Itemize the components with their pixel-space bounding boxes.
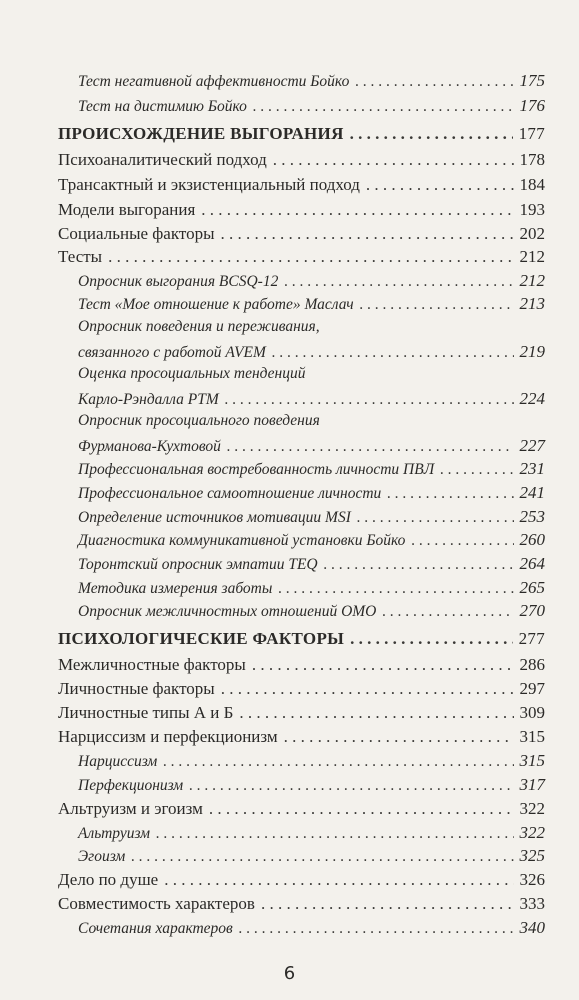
toc-entry bbox=[78, 554, 545, 578]
toc-entry-title: связанного с работой AVEM bbox=[78, 344, 266, 361]
toc-entry-title: Нарциссизм bbox=[78, 753, 158, 770]
toc-entry-title: Совместимость характеров bbox=[58, 894, 255, 913]
toc-entry-title: Тест негативной аффективности Бойко bbox=[78, 73, 350, 90]
toc-section-heading bbox=[58, 124, 545, 148]
dot-leader bbox=[273, 150, 514, 170]
toc-entry-page: 213 bbox=[519, 294, 545, 313]
toc-entry-page: 265 bbox=[519, 578, 545, 597]
toc-entry-title: Психоаналитический подход bbox=[58, 150, 267, 169]
toc-entry bbox=[78, 483, 545, 507]
toc-entry-title: Личностные типы А и Б bbox=[58, 703, 234, 722]
toc-entry-page: 178 bbox=[519, 150, 545, 169]
dot-leader bbox=[360, 296, 514, 314]
dot-leader bbox=[156, 825, 514, 843]
dot-leader bbox=[164, 870, 513, 890]
toc-entry-title: Перфекционизм bbox=[78, 777, 184, 794]
dot-leader bbox=[440, 461, 513, 479]
toc-entry-title-line: Опросник поведения и переживания, bbox=[78, 318, 320, 335]
toc-entry-title: Нарциссизм и перфекционизм bbox=[58, 727, 278, 746]
dot-leader bbox=[357, 509, 514, 527]
toc-entry bbox=[78, 436, 545, 460]
dot-leader bbox=[209, 799, 514, 819]
dot-leader bbox=[253, 98, 514, 116]
toc-entry-title: Торонтский опросник эмпатии TEQ bbox=[78, 556, 318, 573]
toc-entry bbox=[78, 578, 545, 602]
toc-entry bbox=[58, 247, 545, 271]
toc-entry bbox=[58, 150, 545, 174]
toc-entry-title: Альтруизм и эгоизм bbox=[58, 799, 203, 818]
toc-entry bbox=[78, 918, 545, 942]
toc-entry bbox=[58, 679, 545, 703]
toc-entry bbox=[78, 751, 545, 775]
toc-entry-title: Диагностика коммуникативной установки Бойко bbox=[78, 532, 406, 549]
toc-entry-page: 202 bbox=[519, 224, 545, 243]
toc-entry bbox=[78, 775, 545, 799]
toc-entry bbox=[58, 655, 545, 679]
toc-entry bbox=[78, 459, 545, 483]
dot-leader bbox=[366, 175, 514, 195]
toc-entry bbox=[78, 601, 545, 625]
toc-entry-title: Эгоизм bbox=[78, 848, 126, 865]
toc-entry-title: Трансактный и экзистенциальный подход bbox=[58, 175, 360, 194]
toc-entry-title: Методика измерения заботы bbox=[78, 580, 273, 597]
toc-entry-page: 322 bbox=[519, 799, 545, 818]
toc-entry-title-line: Опросник просоциального поведения bbox=[78, 412, 320, 429]
toc-entry-title: Личностные факторы bbox=[58, 679, 215, 698]
dot-leader bbox=[221, 679, 514, 699]
toc-entry-page: 317 bbox=[519, 775, 545, 794]
dot-leader bbox=[201, 200, 513, 220]
toc-entry-title: Тест «Мое отношение к работе» Маслач bbox=[78, 296, 354, 313]
toc-section-heading bbox=[58, 629, 545, 653]
toc-entry-page: 219 bbox=[519, 342, 545, 361]
toc-entry-title: Межличностные факторы bbox=[58, 655, 246, 674]
toc-entry bbox=[58, 799, 545, 823]
dot-leader bbox=[131, 848, 513, 866]
dot-leader bbox=[239, 920, 514, 938]
toc-entry bbox=[78, 71, 545, 95]
toc-entry-title: Карло-Рэндалла PTM bbox=[78, 391, 219, 408]
toc-section-title: ПРОИСХОЖДЕНИЕ ВЫГОРАНИЯ bbox=[58, 124, 344, 143]
toc-entry bbox=[78, 294, 545, 318]
toc-entry bbox=[58, 703, 545, 727]
dot-leader bbox=[272, 344, 514, 362]
toc-entry bbox=[58, 870, 545, 894]
toc-entry-page: 340 bbox=[519, 918, 545, 937]
toc-entry-title: Сочетания характеров bbox=[78, 920, 233, 937]
toc-entry-page: 177 bbox=[518, 124, 545, 143]
dot-leader bbox=[284, 273, 513, 291]
toc-entry bbox=[78, 846, 545, 870]
toc-entry-page: 212 bbox=[519, 247, 545, 266]
toc-entry bbox=[58, 200, 545, 224]
toc-entry-page: 175 bbox=[519, 71, 545, 90]
toc-entry bbox=[78, 823, 545, 847]
page-number: 6 bbox=[283, 963, 296, 984]
toc-entry-page: 260 bbox=[519, 530, 545, 549]
toc-entry-title: Опросник выгорания BCSQ-12 bbox=[78, 273, 279, 290]
toc-entry-title: Фурманова-Кухтовой bbox=[78, 438, 221, 455]
dot-leader bbox=[252, 655, 514, 675]
dot-leader bbox=[163, 753, 513, 771]
dot-leader bbox=[108, 247, 513, 267]
dot-leader bbox=[387, 485, 513, 503]
toc-entry-page: 253 bbox=[519, 507, 545, 526]
toc-entry-page: 224 bbox=[519, 389, 545, 408]
dot-leader bbox=[324, 556, 514, 574]
toc-entry bbox=[78, 530, 545, 554]
dot-leader bbox=[261, 894, 514, 914]
toc-entry-page: 193 bbox=[519, 200, 545, 219]
toc-entry bbox=[78, 342, 545, 366]
toc-entry bbox=[58, 175, 545, 199]
dot-leader bbox=[221, 224, 514, 244]
toc-entry bbox=[78, 96, 545, 120]
dot-leader bbox=[284, 727, 514, 747]
toc-entry-page: 264 bbox=[519, 554, 545, 573]
toc-entry-page: 176 bbox=[519, 96, 545, 115]
toc-entry bbox=[58, 894, 545, 918]
toc-entry-page: 277 bbox=[518, 629, 545, 648]
toc-entry-page: 231 bbox=[519, 459, 545, 478]
toc-entry-page: 297 bbox=[519, 679, 545, 698]
toc-entry-title: Опросник межличностных отношений ОМО bbox=[78, 603, 377, 620]
toc-entry-page: 286 bbox=[519, 655, 545, 674]
toc-entry-title: Тесты bbox=[58, 247, 103, 266]
dot-leader bbox=[239, 703, 513, 723]
toc-entry-title: Социальные факторы bbox=[58, 224, 215, 243]
toc-entry-page: 212 bbox=[519, 271, 545, 290]
toc-entry-title: Тест на дистимию Бойко bbox=[78, 98, 247, 115]
toc-entry-title: Профессиональное самоотношение личности bbox=[78, 485, 382, 502]
toc-entry-page: 227 bbox=[519, 436, 545, 455]
toc-entry-page: 333 bbox=[519, 894, 545, 913]
toc-entry-page: 315 bbox=[519, 751, 545, 770]
toc-entry bbox=[58, 727, 545, 751]
dot-leader bbox=[411, 532, 513, 550]
toc-entry-title: Модели выгорания bbox=[58, 200, 196, 219]
dot-leader bbox=[350, 629, 512, 649]
toc-entry-title: Альтруизм bbox=[78, 825, 150, 842]
toc-entry-page: 270 bbox=[519, 601, 545, 620]
toc-entry bbox=[78, 389, 545, 413]
toc-entry-title: Дело по душе bbox=[58, 870, 159, 889]
dot-leader bbox=[382, 603, 513, 621]
toc-entry-title-line: Оценка просоциальных тенденций bbox=[78, 365, 306, 382]
toc-entry-title: Определение источников мотивации MSI bbox=[78, 509, 351, 526]
toc-entry-page: 326 bbox=[519, 870, 545, 889]
toc-entry-page: 184 bbox=[519, 175, 545, 194]
toc-section-title: ПСИХОЛОГИЧЕСКИЕ ФАКТОРЫ bbox=[58, 629, 345, 648]
toc-entry-page: 322 bbox=[519, 823, 545, 842]
dot-leader bbox=[227, 438, 514, 456]
toc-entry bbox=[78, 271, 545, 295]
dot-leader bbox=[189, 777, 513, 795]
toc-entry-page: 309 bbox=[519, 703, 545, 722]
toc-entry bbox=[58, 224, 545, 248]
toc-entry-title: Профессиональная востребованность личности ПВЛ bbox=[78, 461, 435, 478]
toc-entry-page: 325 bbox=[519, 846, 545, 865]
dot-leader bbox=[355, 73, 513, 91]
toc-entry bbox=[78, 507, 545, 531]
dot-leader bbox=[350, 124, 513, 144]
dot-leader bbox=[278, 580, 513, 598]
toc-entry-page: 241 bbox=[519, 483, 545, 502]
toc-entry-page: 315 bbox=[519, 727, 545, 746]
dot-leader bbox=[225, 391, 514, 409]
